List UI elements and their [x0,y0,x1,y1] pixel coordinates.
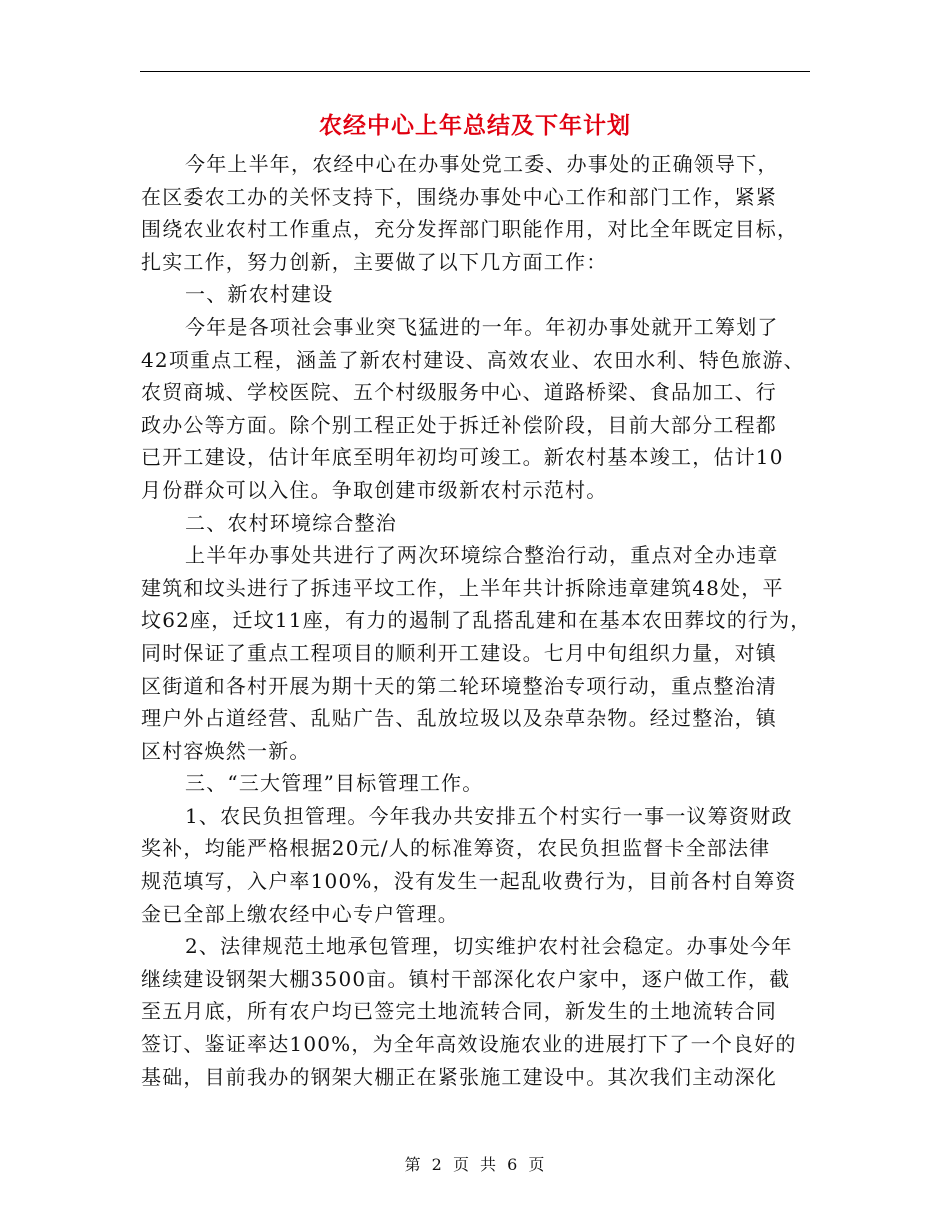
document-body [141,148,821,1093]
text-line: 月份群众可以入住。争取创建市级新农村示范村。 [141,477,608,502]
text-line: 在区委农工办的关怀支持下，围绕办事处中心工作和部门工作，紧紧 [141,184,777,209]
text-line: 1、农民负担管理。今年我办共安排五个村实行一事一议筹资财政 [185,803,793,828]
text-line: 基础，目前我办的钢架大棚正在紧张施工建设中。其次我们主动深化 [141,1064,777,1089]
text-line: 2、法律规范土地承包管理，切实维护农村社会稳定。办事处今年 [185,934,793,959]
text-line: 扎实工作，努力创新，主要做了以下几方面工作： [141,249,608,274]
text-line: 政办公等方面。除个别工程正处于拆迁补偿阶段，目前大部分工程都 [141,412,777,437]
text-line: 42项重点工程，涵盖了新农村建设、高效农业、农田水利、特色旅游、 [141,347,805,372]
text-line: 继续建设钢架大棚3500亩。镇村干部深化农户家中，逐户做工作，截 [141,966,791,991]
text-line: 建筑和坟头进行了拆违平坟工作，上半年共计拆除违章建筑48处，平 [141,575,784,600]
document-title: 农经中心上年总结及下年计划 [319,112,631,139]
text-line: 奖补，均能严格根据20元/人的标准筹资，农民负担监督卡全部法律 [141,836,771,861]
text-line: 规范填写，入户率100%，没有发生一起乱收费行为，目前各村自筹资 [141,869,797,894]
text-line: 一、新农村建设 [185,282,334,307]
page-footer: 第 2 页 共 6 页 [404,1155,546,1174]
text-line: 二、农村环境综合整治 [185,510,397,535]
text-line: 已开工建设，估计年底至明年初均可竣工。新农村基本竣工，估计10 [141,445,784,470]
text-line: 区街道和各村开展为期十天的第二轮环境整治专项行动，重点整治清 [141,673,777,698]
text-line: 今年上半年，农经中心在办事处党工委、办事处的正确领导下， [185,152,779,176]
text-line: 农贸商城、学校医院、五个村级服务中心、道路桥梁、食品加工、行 [141,380,777,405]
text-line: 今年是各项社会事业突飞猛进的一年。年初办事处就开工筹划了 [185,314,779,339]
text-line: 区村容焕然一新。 [141,738,311,763]
text-line: 坟62座，迁坟11座，有力的遏制了乱搭乱建和在基本农田葬坟的行为， [141,608,812,633]
text-line: 上半年办事处共进行了两次环境综合整治行动，重点对全办违章 [185,543,779,568]
header-rule [140,71,810,72]
text-line: 同时保证了重点工程项目的顺利开工建设。七月中旬组织力量，对镇 [141,640,777,665]
text-line: 至五月底，所有农户均已签完土地流转合同，新发生的土地流转合同 [141,999,777,1024]
text-line: 金已全部上缴农经中心专户管理。 [141,901,459,926]
text-line: 三、“三大管理”目标管理工作。 [185,771,484,796]
text-line: 签订、鉴证率达100%，为全年高效设施农业的进展打下了一个良好的 [141,1032,797,1057]
text-line: 理户外占道经营、乱贴广告、乱放垃圾以及杂草杂物。经过整治，镇 [141,706,777,731]
text-line: 围绕农业农村工作重点，充分发挥部门职能作用，对比全年既定目标， [141,217,799,242]
